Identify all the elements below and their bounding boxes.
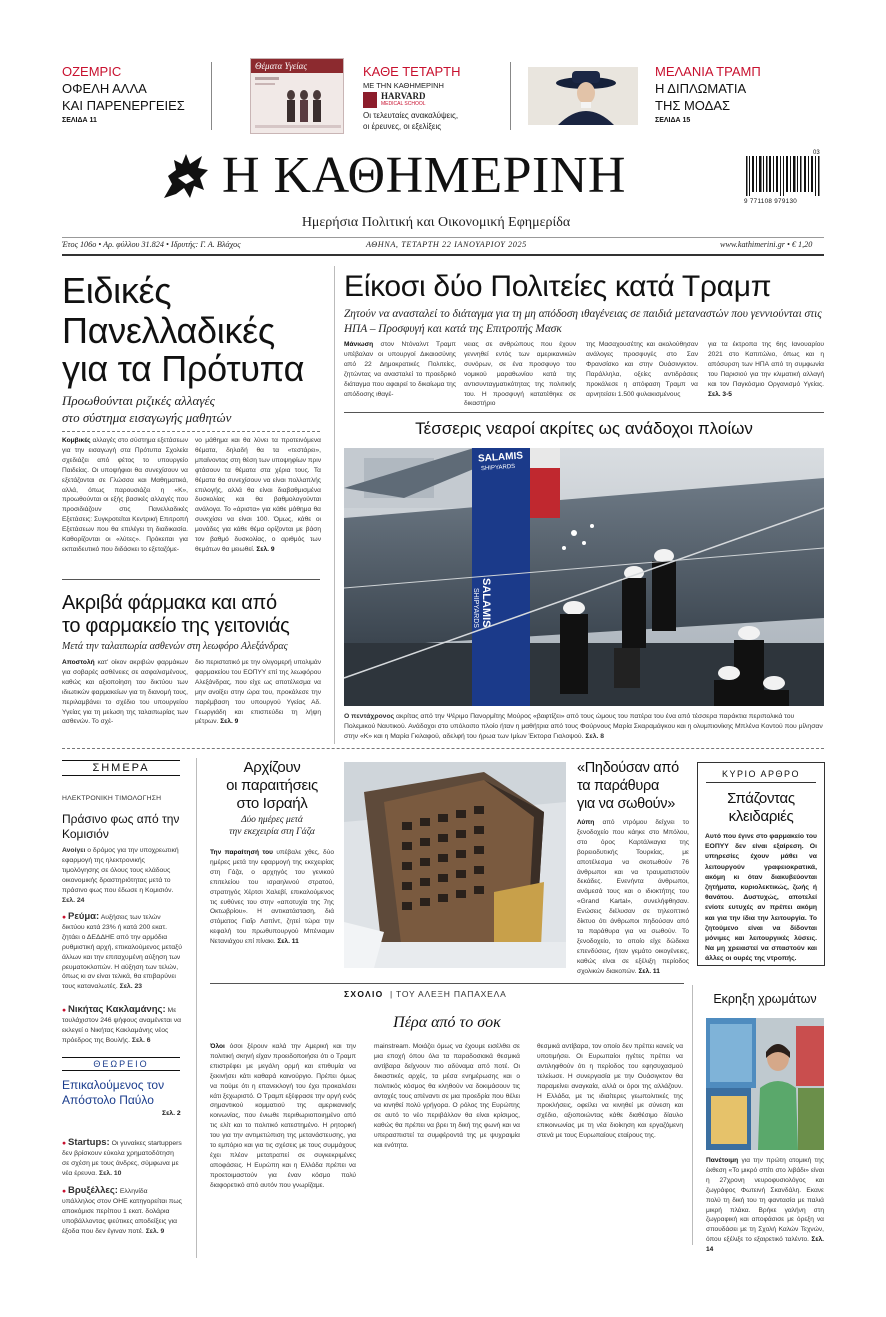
info-right[interactable]: www.kathimerini.gr • € 1,20 xyxy=(720,240,813,249)
column-divider xyxy=(196,758,197,1258)
griffin-logo-icon xyxy=(158,148,214,204)
medicine-col1: Αποστολή κατ' οίκον ακριβών φαρμάκων για σοβαρές ασθένειες σε ασφαλισμένους, καθώς και αξιοποίηση του δικτύου των ιδιωτικών φαρμακείων για τη διανομή τους, περιλαμβάνει το σχέδιο του υπουργείου Υγείας για τη μείωση της ταλαιπωρίας των ασθενών. Το σχέ- xyxy=(62,659,188,726)
barcode-issue: 03 xyxy=(813,150,820,156)
medicine-page[interactable]: Σελ. 9 xyxy=(220,718,239,726)
teaser-melania-line1: Η ΔΙΠΛΩΜΑΤΙΑ xyxy=(655,81,747,96)
israel-sub-1: Δύο ημέρες μετά xyxy=(241,815,303,825)
ship-photo[interactable] xyxy=(344,448,824,706)
hotel-body: Λύπη από ντρόμου δείχνει το ξενοδοχείο που κάηκε στο Μπόλου, στο όρος Καρτάλκαγια της βορειοδυτικής Τουρκίας, με αποτέλεσμα να σκοτωθούν 76 άνθρωποι και να τραυματιστούν δεκάδες. Ενενήντα άνθρωποι, ανάμεσά τους και ο ιδιοκτήτης του «Grand Kartal», συνελήφθησαν. Ενώσεις διέλυσαν σε τηλεοπτικό δίκτυο ότι άνθρωποι πηδούσαν από τα παράθυρα για να σωθούν. Το ξενοδοχείο, το οποίο είχε δώδεκα επενδύσεις, ήταν γεμάτο οικογένειες, καθώς είναι σε εξέλιξη περίοδος σχολικών διακοπών. Σελ. 11 xyxy=(577,819,689,975)
panhellenic-headline-1[interactable]: Ειδικές xyxy=(62,270,172,311)
info-date: ΑΘΗΝΑ, ΤΕΤΑΡΤΗ 22 ΙΑΝΟΥΑΡΙΟΥ 2025 xyxy=(366,240,527,249)
info-bar-bottom-rule xyxy=(62,254,824,256)
separator xyxy=(62,431,320,432)
art-headline[interactable]: Εκρηξη χρωμάτων xyxy=(713,992,817,1006)
today-title[interactable]: Πράσινο φως από την Κομισιόν xyxy=(62,812,180,841)
teaser-weekly-desc2: οι έρευνες, οι εξελίξεις xyxy=(363,122,442,131)
editorial-body: Αυτό που έγινε στο φαρμακείο του ΕΟΠΥΥ δεν είναι εξαίρεση. Οι υπηρεσίες έχουν μάθει να λειτουργούν γραφειοκρατικά, ακόμη κι όταν διακυβεύονται ζητήματα, κυριολεκτικώς, ζωής ή θανάτου. Δυστυχώς, αποτελεί ενίοτε ευτυχές αν πρέπει ακόμη και για την ίδια την λειτουργία. Το ζητούμενο είναι να δίδονται μόνιμες και λειτουργικές λύσεις. Να μη χρειαστεί να σπαστούν και άλλες οι ουρές της ντροπής. xyxy=(705,833,817,963)
harvard-brand-sub: MEDICAL SCHOOL xyxy=(381,101,426,107)
bullet-dot-icon: ● xyxy=(62,1140,67,1147)
today-body: Ανοίγει ο δρόμος για την υποχρεωτική εφαρμογή της ηλεκτρονικής τιμολόγησης σε όλους τους κλάδους οικονομικής δραστηριότητας μετά το πράσινο φως που έδωσε η Κομισιόν. Σελ. 24 xyxy=(62,847,179,904)
bullet-kaklamanis: ● Νικήτας Κακλαμάνης: Με τουλάχιστον 246 ψήφους αναμένεται να εκλεγεί ο Νικήτας Κακλαμάνης νέος πρόεδρος της Βουλής. Σελ. 6 xyxy=(62,1004,182,1044)
medicine-col2: διο περιστατικό με την ολιγομερή υπολιμάν φαρμακείου του ΕΟΠΥΥ επί της λεωφόρου Αλεξάνδρας, που είχε ως αποτέλεσμα να μην ανοίξει στην ώρα του, προκάλεσε την παρέμβαση του υπουργού Υγείας Αδ. Γεωργιάδη και επισπεύδει τη λήψη μέτρων. Σελ. 9 xyxy=(195,659,321,726)
info-bar-top-rule xyxy=(62,237,824,238)
today-page[interactable]: Σελ. 24 xyxy=(62,896,85,904)
bullet-electricity-page[interactable]: Σελ. 23 xyxy=(119,983,143,991)
trump-lead: Μάνιωση xyxy=(344,341,374,348)
teaser-weekly-sub: ΜΕ ΤΗΝ ΚΑΘΗΜΕΡΙΝΗ xyxy=(363,81,444,90)
teaser-weekly-title[interactable]: ΚΑΘΕ ΤΕΤΑΡΤΗ xyxy=(363,64,461,79)
art-photo[interactable] xyxy=(706,1018,824,1150)
bullet-dot-icon: ● xyxy=(62,914,67,921)
column-divider xyxy=(692,985,693,1245)
divider xyxy=(510,62,511,130)
theory-header: ΘΕΩΡΕΙΟ xyxy=(62,1057,180,1071)
ship-caption-lead: Ο πεντάχρονος xyxy=(344,713,395,720)
harvard-brand: HARVARD xyxy=(381,91,426,101)
teaser-ozempic-page: ΣΕΛΙΔΑ 11 xyxy=(62,117,97,124)
bullet-startups-page[interactable]: Σελ. 10 xyxy=(99,1169,122,1177)
trump-col3: της Μασαχουσέτης και ακολούθησαν ανάλογες προσφυγές στο Σαν Φρανσίσκο και στην Ουάσινγκτον. Παράλληλα, οξείες αντιδράσεις προκάλεσε η απόφαση Τραμπ να αρνητείσει 1.500 φυλακισμένους xyxy=(586,341,698,398)
commentary-lead: Όλοι xyxy=(210,1043,225,1050)
flag-text-3: SALAMIS xyxy=(480,578,492,628)
harvard-shield-icon xyxy=(363,92,377,108)
trump-headline[interactable]: Είκοσι δύο Πολιτείες κατά Τραμπ xyxy=(344,270,772,303)
bullet-startups-title[interactable]: Startups: xyxy=(68,1137,110,1148)
flag-text-1: SALAMIS xyxy=(477,450,524,465)
divider xyxy=(211,62,212,130)
israel-sub-2: την εκεχειρία στη Γάζα xyxy=(229,827,315,837)
teaser-melania-title[interactable]: ΜΕΛΑΝΙΑ ΤΡΑΜΠ xyxy=(655,64,761,79)
ship-photo-image xyxy=(344,448,824,706)
section-rule xyxy=(210,983,684,984)
medicine-headline-2[interactable]: το φαρμακείο της γειτονιάς xyxy=(62,615,290,637)
today-header: ΣΗΜΕΡΑ xyxy=(62,760,180,776)
author-sep: | xyxy=(390,989,397,999)
trump-col2: νειας σε ανθρώπους που έχουν γεννηθεί εντός των αμερικανικών συνόρων, σε ένα προσφυγο του νομικού μαραθωνίου κατά της αντισυνταγματικότητας της πολιτικής του. Η προσφυγή κατατέθηκε σε δικαστήριο xyxy=(464,341,576,408)
hotel-photo-image xyxy=(344,762,566,968)
editorial-header: ΚΥΡΙΟ ΑΡΘΡΟ xyxy=(706,769,816,783)
panhellenic-headline-2[interactable]: Πανελλαδικές xyxy=(62,310,275,351)
editorial-box xyxy=(697,762,825,966)
panhellenic-page[interactable]: Σελ. 9 xyxy=(256,545,275,553)
flag-text-4: SHIPYARDS xyxy=(472,588,479,628)
medicine-sub: Μετά την ταλαιπωρία ασθενών στη λεωφόρο Αλεξάνδρας xyxy=(62,641,288,652)
today-lead: Ανοίγει xyxy=(62,847,86,854)
art-lead: Πανέτοιμη xyxy=(706,1157,739,1164)
barcode-number: 9 771108 979130 xyxy=(744,198,798,205)
israel-headline-2[interactable]: οι παραιτήσεις xyxy=(226,777,318,794)
hotel-photo[interactable] xyxy=(344,762,566,968)
hotel-headline-1[interactable]: «Πηδούσαν από xyxy=(577,760,679,776)
commentary-label: ΣΧΟΛΙΟ xyxy=(344,989,384,999)
israel-page[interactable]: Σελ. 11 xyxy=(277,938,299,946)
bullet-kaklamanis-page[interactable]: Σελ. 6 xyxy=(131,1036,151,1044)
israel-body: Την παραίτησή του υπέβαλε χθες, δύο ημέρες μετά την εφαρμογή της εκεχειρίας στη Γάζα, ο αρχηγός του γενικού επιτελείου του ισραηλινού στρατού, στρατηγός Χέρτσι Χαλεβί, επικαλούμενος τις ευθύνες του στην «αποτυχία της 7ης Οκτωβρίου». Η αντικατάσταση, διά στόματος Γιαΐρ Λαπίντ, ζητεί τώρα την κεφαλή του πρωθυπουργού Μπένιαμιν Νετανιάχου επί πίνακι. Σελ. 11 xyxy=(210,849,334,946)
hotel-page[interactable]: Σελ. 11 xyxy=(638,967,660,975)
bullet-brussels-page[interactable]: Σελ. 9 xyxy=(145,1227,165,1235)
commentary-col1: Όλοι όσοι ξέρουν καλά την Αμερική και την πολιτική σκηνή είχαν προειδοποιήσει ότι ο Τραμπ επιστρέφει με μεγάλη ορμή και επιθυμία να ξεκινήσει κάτι καθαρά καινούργιο. Πρέπει όμως να πούμε ότι η επανεκλογή του έχει προκαλέσει κάτι ξεχωριστό. Ο Τραμπ εξέφρασε την οργή ενός σημαντικού κομματιού της αμερικανικής κοινωνίας, που ένιωθε περιθωριοποιημένο από τις ελίτ και το πολιτικό κατεστημένο. Η ρητορική του για την αντιμετώπιση της μετανάστευσης, για το εμπόριο και για τις σχέσεις με τους συμμάχους έχει πλέον μετατραπεί σε συγκεκριμένες αποφάσεις. Η Ευρώπη και η Ελλάδα πρέπει να προετοιμαστούν για έναν κόσμο πολύ διαφορετικό από αυτόν που γνωρίζαμε. xyxy=(210,1043,356,1189)
magazine-cover-image xyxy=(251,73,345,133)
medicine-headline-1[interactable]: Ακριβά φάρμακα και από xyxy=(62,592,277,614)
magazine-cover[interactable] xyxy=(250,58,344,134)
ship-headline[interactable]: Τέσσερις νεαροί ακρίτες ως ανάδοχοι πλοίων xyxy=(415,419,753,438)
column-divider xyxy=(334,266,335,744)
trump-page[interactable]: Σελ. 3-5 xyxy=(708,390,732,398)
section-rule xyxy=(344,412,824,413)
teaser-melania-page: ΣΕΛΙΔΑ 15 xyxy=(655,117,691,124)
ship-page[interactable]: Σελ. 8 xyxy=(585,733,605,740)
flag-text-2: SHIPYARDS xyxy=(480,463,516,473)
trump-sub: Ζητούν να ανασταλεί το διάταγμα για τη μη απόδοση ιθαγένειας σε παιδιά μεταναστών που γεννιούνται στις ΗΠΑ – Προσφυγή και κατά της Επιτροπής Μασκ xyxy=(344,308,822,335)
panhellenic-sub-1: Προωθούνται ριζικές αλλαγές xyxy=(62,393,215,408)
panhellenic-headline-3[interactable]: για τα Πρότυπα xyxy=(62,348,305,389)
israel-headline-3[interactable]: στο Ισραήλ xyxy=(236,795,308,812)
masthead-subtitle: Ημερήσια Πολιτική και Οικονομική Εφημερίδα xyxy=(301,215,571,230)
ship-caption: Ο πεντάχρονος ακρίτας από την Ψέριμο Πανορμίτης Μούρος «βαφτίζει» από τους ώμους του πατέρα του ένα από τέσσερα παράκτια περιπολικά του Πολεμικού Ναυτικού. Ανάδοχοι στο υπόλοιπο πλοίο ήταν η μαθήτρια από τους Φούρνους Μαρία Σκαραμάγκου και η ολυμπιονίκης Μπλένα Κοντού που μίλησαν στην «Κ» και η Μαρία Γκιλαφού, αδελφή του ήρωα των Ιμίων Έκτορα Γιαλοψού. Σελ. 8 xyxy=(344,713,823,740)
bullet-brussels-title[interactable]: Βρυξέλλες: xyxy=(68,1185,118,1196)
theory-page[interactable]: Σελ. 2 xyxy=(162,1110,181,1117)
trump-col4: για τα έκτροπα της 6ης Ιανουαρίου 2021 στο Καπιτώλιο, όπως και η απόσυρση των ΗΠΑ από τη συμφωνία του Παρισιού για την κλιματική αλλαγή και τον Παγκόσμιο Οργανισμό Υγείας. Σελ. 3-5 xyxy=(708,341,824,398)
theory-title[interactable]: Επικαλούμενος τον Απόστολο Παύλο xyxy=(62,1078,165,1107)
panhellenic-col2: νο μάθημα και θα λύνει τα προτεινόμενα θέματα, δηλαδή θα τα «τεστάρει», μπαίνοντας στη θέση των υποψηφίων πριν φτάσουν τα θέματα στα χέρια τους. Τα θέματα θα συνεχίσουν να είναι πολλαπλής επιλογής, αλλά θα είναι διαβαθμισμένα δυσκολίας και θα βαθμολογούνται ανάλογα. Το «άριστα» για κάθε μάθημα θα συνεχίσει να είναι 100. Όμως, κάθε οι μονάδες για κάθε θέμα ορίζονται με βάση τον βαθμό δυσκολίας, ο αριθμός των θεμάτων θα μειωθεί. Σελ. 9 xyxy=(195,437,321,553)
medicine-lead: Αποστολή xyxy=(62,659,95,666)
editorial-title-1[interactable]: Σπάζοντας xyxy=(727,790,795,807)
panhellenic-sub-2: στο σύστημα εισαγωγής μαθητών xyxy=(62,410,232,425)
bullet-kaklamanis-title[interactable]: Νικήτας Κακλαμάνης: xyxy=(68,1004,166,1015)
teaser-ozempic-line2: ΚΑΙ ΠΑΡΕΝΕΡΓΕΙΕΣ xyxy=(62,98,185,113)
teaser-ozempic-line1: ΟΦΕΛΗ ΑΛΛΑ xyxy=(62,81,147,96)
commentary-title[interactable]: Πέρα από το σοκ xyxy=(393,1014,501,1031)
section-rule xyxy=(62,579,320,580)
israel-headline-1[interactable]: Αρχίζουν xyxy=(243,759,301,776)
panhellenic-lead: Κομβικές xyxy=(62,437,91,444)
magazine-cover-title: Θέματα Υγείας xyxy=(251,59,343,73)
bullet-dot-icon: ● xyxy=(62,1188,67,1195)
teaser-melania-line2: ΤΗΣ ΜΟΔΑΣ xyxy=(655,98,731,113)
israel-lead: Την παραίτησή του xyxy=(210,849,273,856)
editorial-title-2[interactable]: κλειδαριές xyxy=(728,808,794,825)
barcode-icon xyxy=(744,156,828,200)
hotel-headline-2[interactable]: τα παράθυρα xyxy=(577,778,660,794)
separator xyxy=(62,748,824,749)
bullet-startups: ● Startups: Οι γυναίκες startuppers δεν βρίσκουν εύκολα χρηματοδότηση σε σχέση με τους άνδρες, σύμφωνα με νέα έρευνα. Σελ. 10 xyxy=(62,1137,182,1177)
today-section: ΗΛΕΚΤΡΟΝΙΚΗ ΤΙΜΟΛΟΓΗΣΗ xyxy=(62,795,162,802)
bullet-dot-icon: ● xyxy=(62,1007,67,1014)
commentary-col2: mainstream. Μοιάζει όμως να έχουμε εισέλθει σε μια εποχή όπου όλα τα παραδοσιακά θεσμικά αντίβαρα δείχνουν πιο αδύναμα από ποτέ. Οι δικαστικές αρχές, τα μέσα ενημέρωσης και ο πολιτικός κόσμος θα κληθούν να δοκιμάσουν τις αντοχές τους απέναντι σε μια προεδρία που θέλει να κινηθεί πολύ γρήγορα. Ο ρόλος της Ευρώπης σε αυτό το νέο περιβάλλον θα είναι κρίσιμος, καθώς θα πρέπει να βρει τη δική της φωνή και να υπερασπιστεί τα συμφέροντά της με ψυχραιμία και ενότητα. xyxy=(374,1043,520,1150)
commentary-author: | ΤΟΥ ΑΛΕΞΗ ΠΑΠΑΧΕΛΑ xyxy=(390,989,507,999)
hotel-headline-3[interactable]: για να σωθούν» xyxy=(577,796,675,812)
panhellenic-col1: Κομβικές αλλαγές στο σύστημα εξετάσεων για την εισαγωγή στα Πρότυπα Σχολεία σχεδιάζει από φέτος το υπουργείο Παιδείας. Οι υποψήφιοι θα συνεχίσουν να εξετάζονται σε Γλώσσα και Μαθηματικά, αλλά, όπως παρουσιάζει η «Κ», προωθούνται οι εξής βασικές αλλαγές που προσιδιάζουν στις Πανελλαδικές Εξετάσεις: Συγκροτείται Κεντρική Επιτροπή Εξετάσεων που θα επιλέγει τη διαδικασία. Καθορίζονται οι «λύτες». Πρόκειται για εκπαιδευτικό που διδάσκει το εξεταζόμε- xyxy=(62,437,188,553)
trump-col1: Μάνιωση στον Ντόναλντ Τραμπ υπέβαλαν οι υπουργοί Δικαιοσύνης από 22 Δημοκρατικές Πολιτείες, ζητώντας να ανασταλεί το προεδρικό διάταγμα που αφαιρεί το δικαίωμα της απόδοσης ιθαγέ- xyxy=(344,341,456,398)
hotel-lead: Λύπη xyxy=(577,819,595,826)
teaser-ozempic-title[interactable]: OZEMPIC xyxy=(62,64,122,79)
bullet-electricity: ● Ρεύμα: Αυξήσεις των τελών δικτύου κατά 23% ή κατά 200 εκατ. ζητάει ο ΔΕΔΔΗΕ από την αρμόδια ρυθμιστική αρχή, επικαλούμενος μεταξύ άλλων και την επιταχυμένη αύξηση των ρευματοκλοπών. Η αύξηση των τελών, όπως κι αν είναι τελικά, θα επιβαρύνει τους καταναλωτές. Σελ. 23 xyxy=(62,911,182,991)
teaser-weekly-desc1: Οι τελευταίες ανακαλύψεις, xyxy=(363,111,459,120)
masthead-title[interactable]: Η ΚΑΘΗΜΕΡΙΝΗ xyxy=(222,147,626,204)
bullet-electricity-title[interactable]: Ρεύμα: xyxy=(68,911,100,922)
art-page[interactable]: Σελ. 14 xyxy=(706,1236,824,1254)
commentary-col3: θεσμικά αντίβαρα, τον οποίο δεν πρέπει κανείς να υποτιμήσει. Οι Ευρωπαίοι ηγέτες πρέπει να αντιληφθούν ότι η περίοδος του εφησυχασμού τελείωσε. Η συνεργασία με την Ουάσιγκτον θα παραμείνει αναγκαία, αλλά οι όροι της αλλάζουν. Η Ελλάδα, με τις ιδιαίτερες γεωπολιτικές της προκλήσεις, οφείλει να κινηθεί με σύνεση και σχέδιο, αξιοποιώντας κάθε διαθέσιμο δίαυλο επικοινωνίας με τη νέα διοίκηση και εργαζόμενη στενά με τους Ευρωπαίους εταίρους της. xyxy=(537,1043,683,1140)
bullet-brussels: ● Βρυξέλλες: Ελληνίδα υπάλληλος στον ΟΗΕ κατηγορείται πως αποκόμισε περίπου 1 εκατ. δολάρια υποβάλλοντας ψεύτικες αποδείξεις για έξοδα που δεν έγιναν ποτέ. Σελ. 9 xyxy=(62,1185,182,1235)
art-photo-image xyxy=(706,1018,824,1150)
art-body: Πανέτοιμη για την πρώτη ατομική της έκθεση «Το μικρό σπίτι στο λιβάδι» είναι η 27χρονη νευροφυσιολόγος και ζωγράφος Φωτεινή Σκανδάλη. Εκανε πολύ τη δική του τη φαντασία με παλιά μικρή πλάκα. Βρήκε γαλήνη στη ζωγραφική και αποφάσισε με όρεξη να σπουδάσει με τη Σχολή Καλών Τεχνών, όπου εξέλιξε το εξαιρετικό ταλέντο. Σελ. 14 xyxy=(706,1157,825,1254)
melania-photo[interactable] xyxy=(528,67,638,125)
info-left: Έτος 106ο • Αρ. φύλλου 31.824 • Ιδρυτής: Γ. Α. Βλάχος xyxy=(62,240,241,249)
